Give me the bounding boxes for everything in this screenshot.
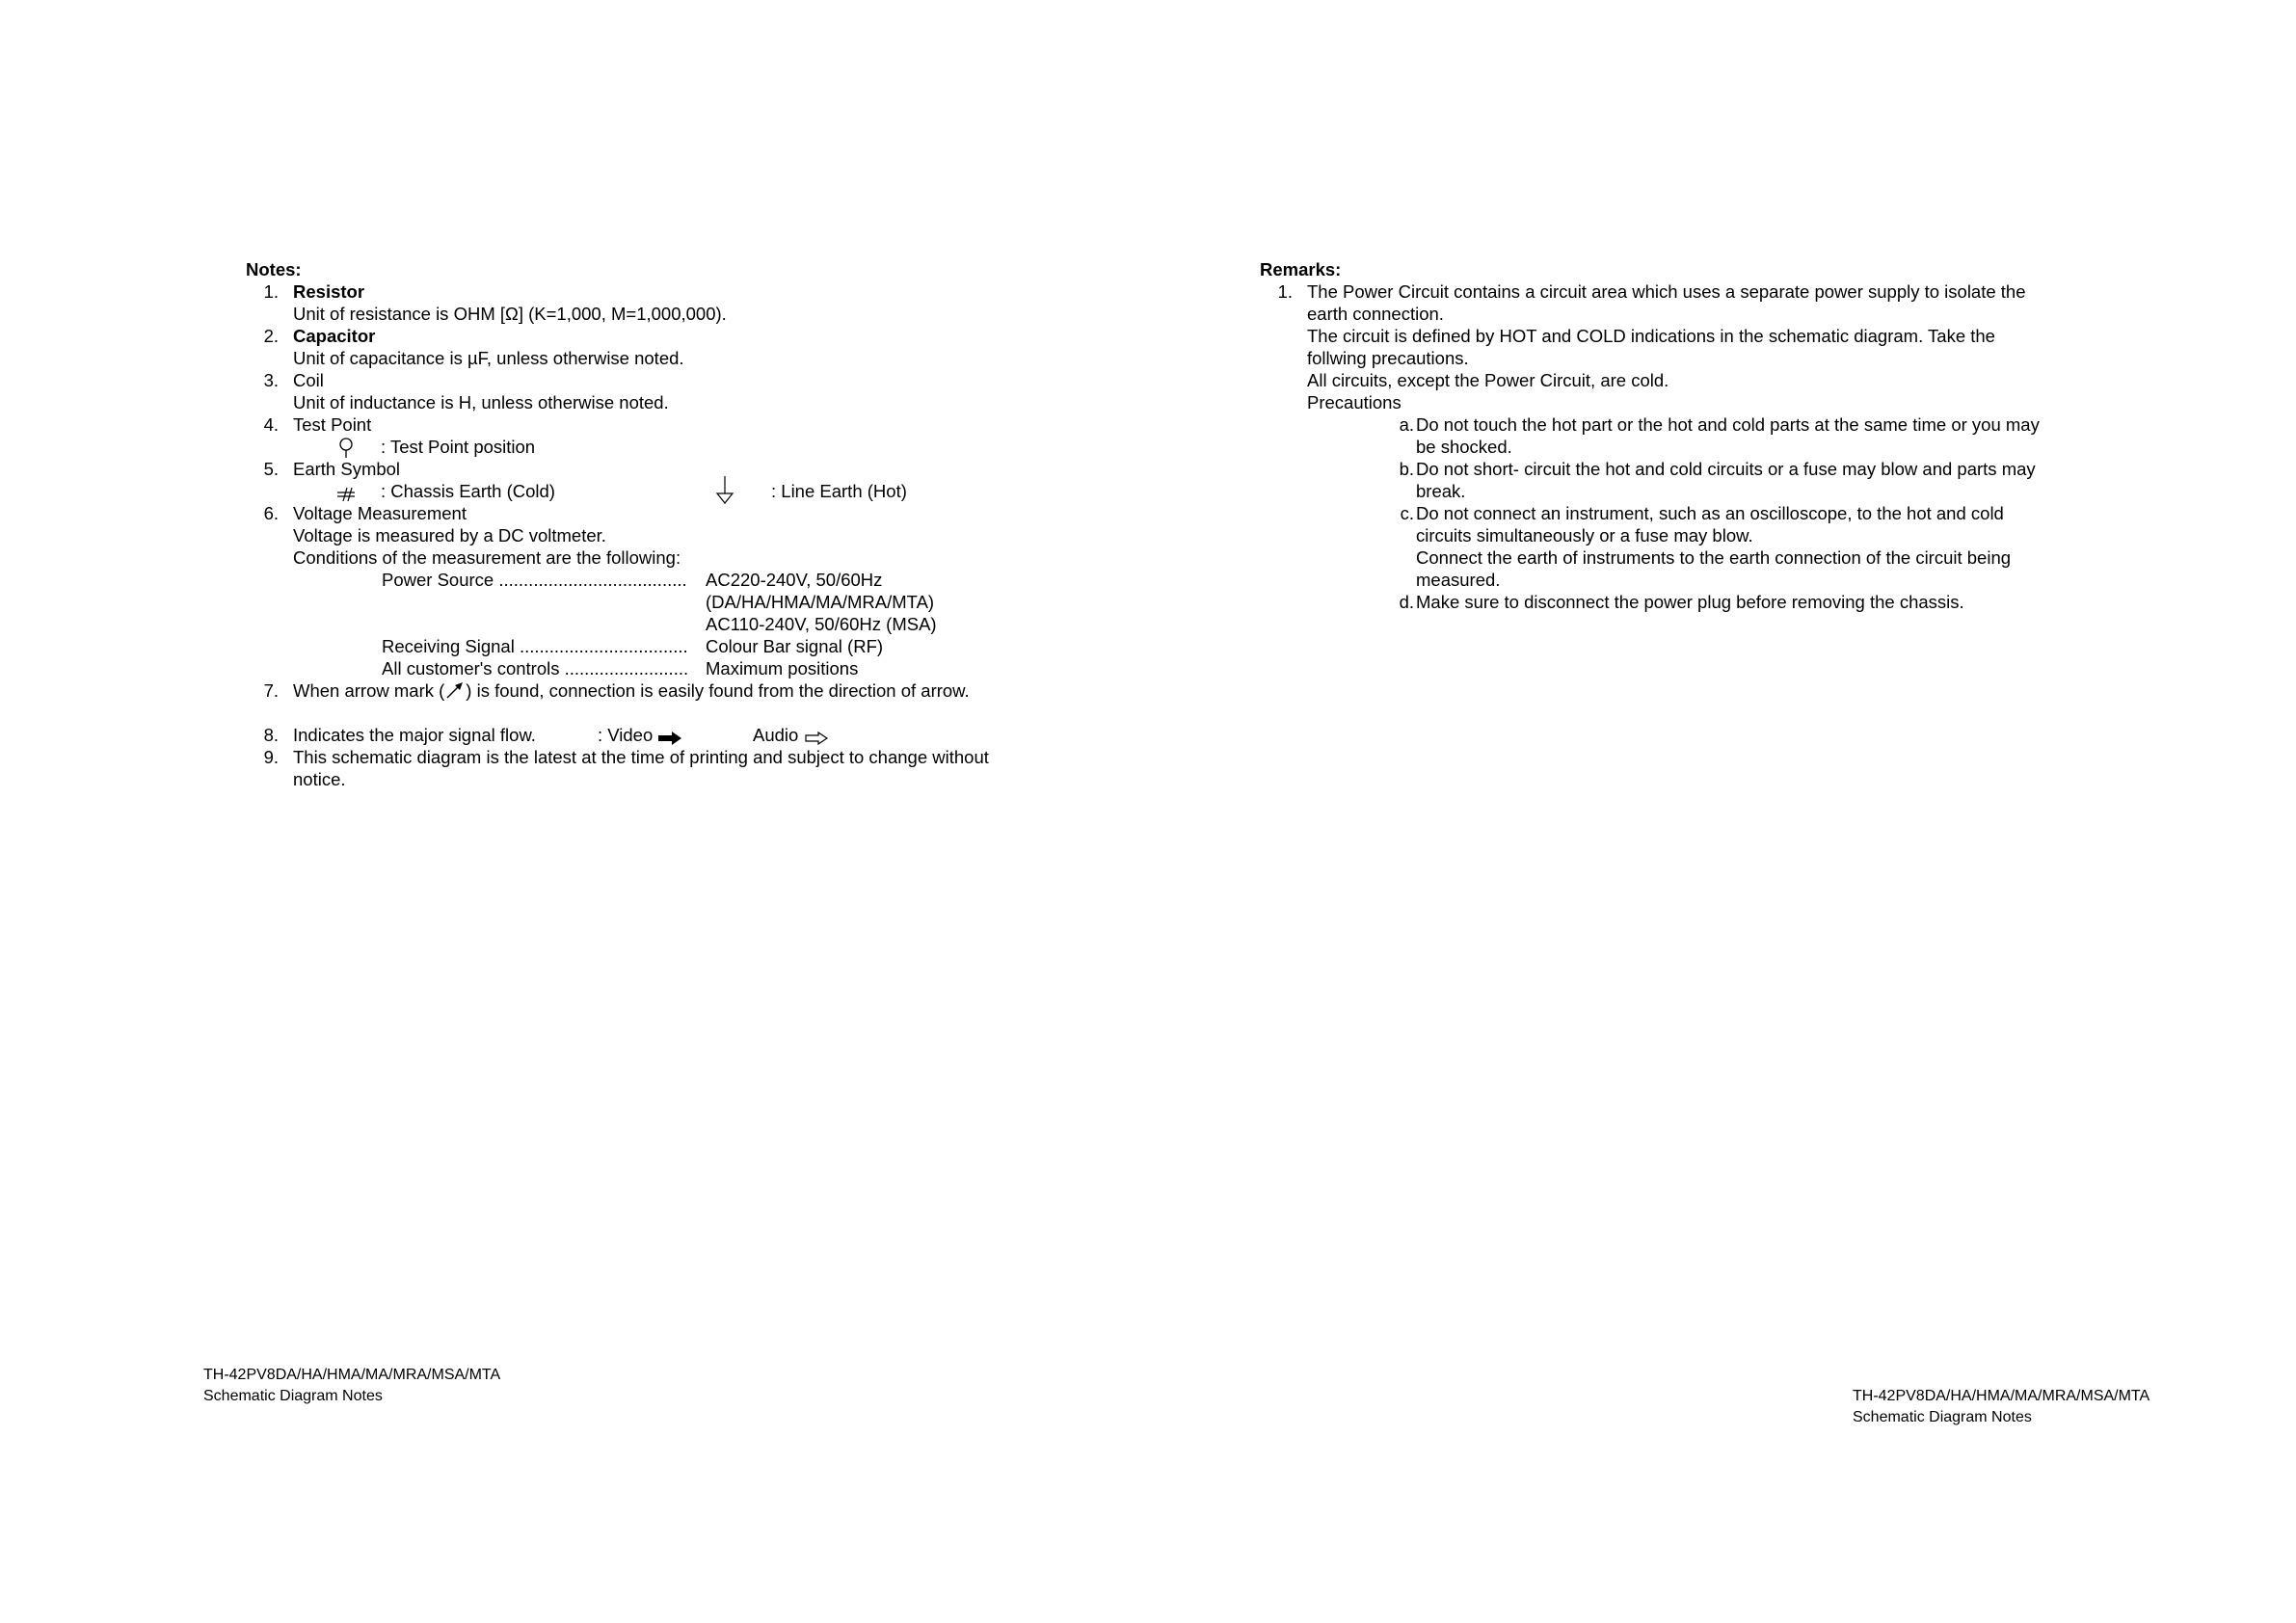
remark-number: 1. [1277,281,1293,302]
precaution-b [1260,458,2127,480]
note-body: This schematic diagram is the latest at the time of printing and subject to change without [293,747,989,767]
remark-line: Precautions [1307,392,1402,412]
precaution-line: Do not short- circuit the hot and cold circuits or a fuse may blow and parts may [1416,459,2036,479]
note-number: 3. [263,370,279,390]
note-item-voltage [246,502,1065,524]
note-number: 1. [263,281,279,302]
power-source-value: AC220-240V, 50/60Hz [706,570,883,590]
note-body: Unit of resistance is OHM [Ω] (K=1,000, M=1,000,000). [293,304,727,324]
footer-title: Schematic Diagram Notes [1853,1409,2032,1425]
precaution-a [1260,413,2127,436]
note-item-coil [246,369,1065,391]
note-item-earth-symbol [246,458,1065,480]
chassis-earth-label: : Chassis Earth (Cold) [381,481,555,501]
remark-line: earth connection. [1307,304,1444,324]
note-title: Earth Symbol [293,459,401,479]
precaution-line: Do not touch the hot part or the hot and cold parts at the same time or you may [1416,414,2040,435]
receiving-signal-label: Receiving Signal .................................. [382,636,688,656]
note-number: 8. [263,725,279,745]
note-number: 9. [263,747,279,767]
note-title: Voltage Measurement [293,503,467,523]
note-body: notice. [293,769,346,789]
precaution-line: circuits simultaneously or a fuse may blow. [1416,525,1753,545]
footer-right [1853,1386,2149,1428]
footer-model: TH-42PV8DA/HA/HMA/MA/MRA/MSA/MTA [1853,1388,2150,1404]
remarks-heading: Remarks: [1260,259,1342,279]
power-source-value: (DA/HA/HMA/MA/MRA/MTA) [706,592,935,612]
notes-heading: Notes: [246,259,302,279]
note-number: 4. [263,414,279,435]
precaution-letter: b. [1399,459,1414,479]
remark-line: follwing precautions. [1307,348,1469,368]
precaution-line: Connect the earth of instruments to the earth connection of the circuit being [1416,547,2012,568]
note-body: Indicates the major signal flow. [293,725,536,745]
note-number: 2. [263,326,279,346]
precaution-letter: c. [1400,503,1414,523]
audio-label: Audio [753,725,799,745]
footer-model: TH-42PV8DA/HA/HMA/MA/MRA/MSA/MTA [203,1367,501,1383]
precaution-c [1260,502,2127,524]
note-number: 7. [263,680,279,701]
precaution-line: break. [1416,481,1466,501]
note-number: 5. [263,459,279,479]
note-body: Unit of inductance is H, unless otherwise noted. [293,392,669,412]
note-body: Voltage is measured by a DC voltmeter. [293,525,606,545]
power-source-label: Power Source ...................................... [382,570,687,590]
footer-title: Schematic Diagram Notes [203,1388,383,1404]
arrow-mark-icon [444,680,466,705]
controls-value: Maximum positions [706,658,859,678]
note-title: Capacitor [293,326,376,346]
precaution-line: Do not connect an instrument, such as an oscilloscope, to the hot and cold [1416,503,2004,523]
note-title: Coil [293,370,324,390]
remark-line: All circuits, except the Power Circuit, are cold. [1307,370,1669,390]
remark-line: The Power Circuit contains a circuit area which uses a separate power supply to isolate the [1307,281,2026,302]
note-body: When arrow mark ( [293,680,445,701]
note-body: ) is found, connection is easily found from the direction of arrow. [466,680,970,701]
note-item-test-point [246,413,1065,436]
note-number: 6. [263,503,279,523]
precaution-letter: d. [1399,592,1414,612]
notes-section [246,258,1065,790]
note-body: Unit of capacitance is µF, unless otherwise noted. [293,348,684,368]
note-body: Conditions of the measurement are the following: [293,547,681,568]
precaution-line: measured. [1416,570,1501,590]
line-earth-label: : Line Earth (Hot) [771,481,907,501]
receiving-signal-value: Colour Bar signal (RF) [706,636,884,656]
footer-left [203,1365,500,1407]
remarks-section [1260,258,2127,613]
precaution-d [1260,591,2127,613]
remark-line: The circuit is defined by HOT and COLD indications in the schematic diagram. Take the [1307,326,1995,346]
precaution-line: Make sure to disconnect the power plug before removing the chassis. [1416,592,1964,612]
precaution-letter: a. [1399,414,1414,435]
note-item-resistor [246,280,1065,303]
note-item-capacitor [246,325,1065,347]
video-label: : Video [598,725,654,745]
note-title: Test Point [293,414,372,435]
note-item-arrow-mark [246,679,1065,702]
note-item-latest [246,746,1065,768]
test-point-label: : Test Point position [381,437,536,457]
precaution-line: be shocked. [1416,437,1512,457]
controls-label: All customer's controls ......................... [382,658,689,678]
note-item-signal-flow [246,724,1065,746]
note-title: Resistor [293,281,365,302]
power-source-value: AC110-240V, 50/60Hz (MSA) [706,614,937,634]
